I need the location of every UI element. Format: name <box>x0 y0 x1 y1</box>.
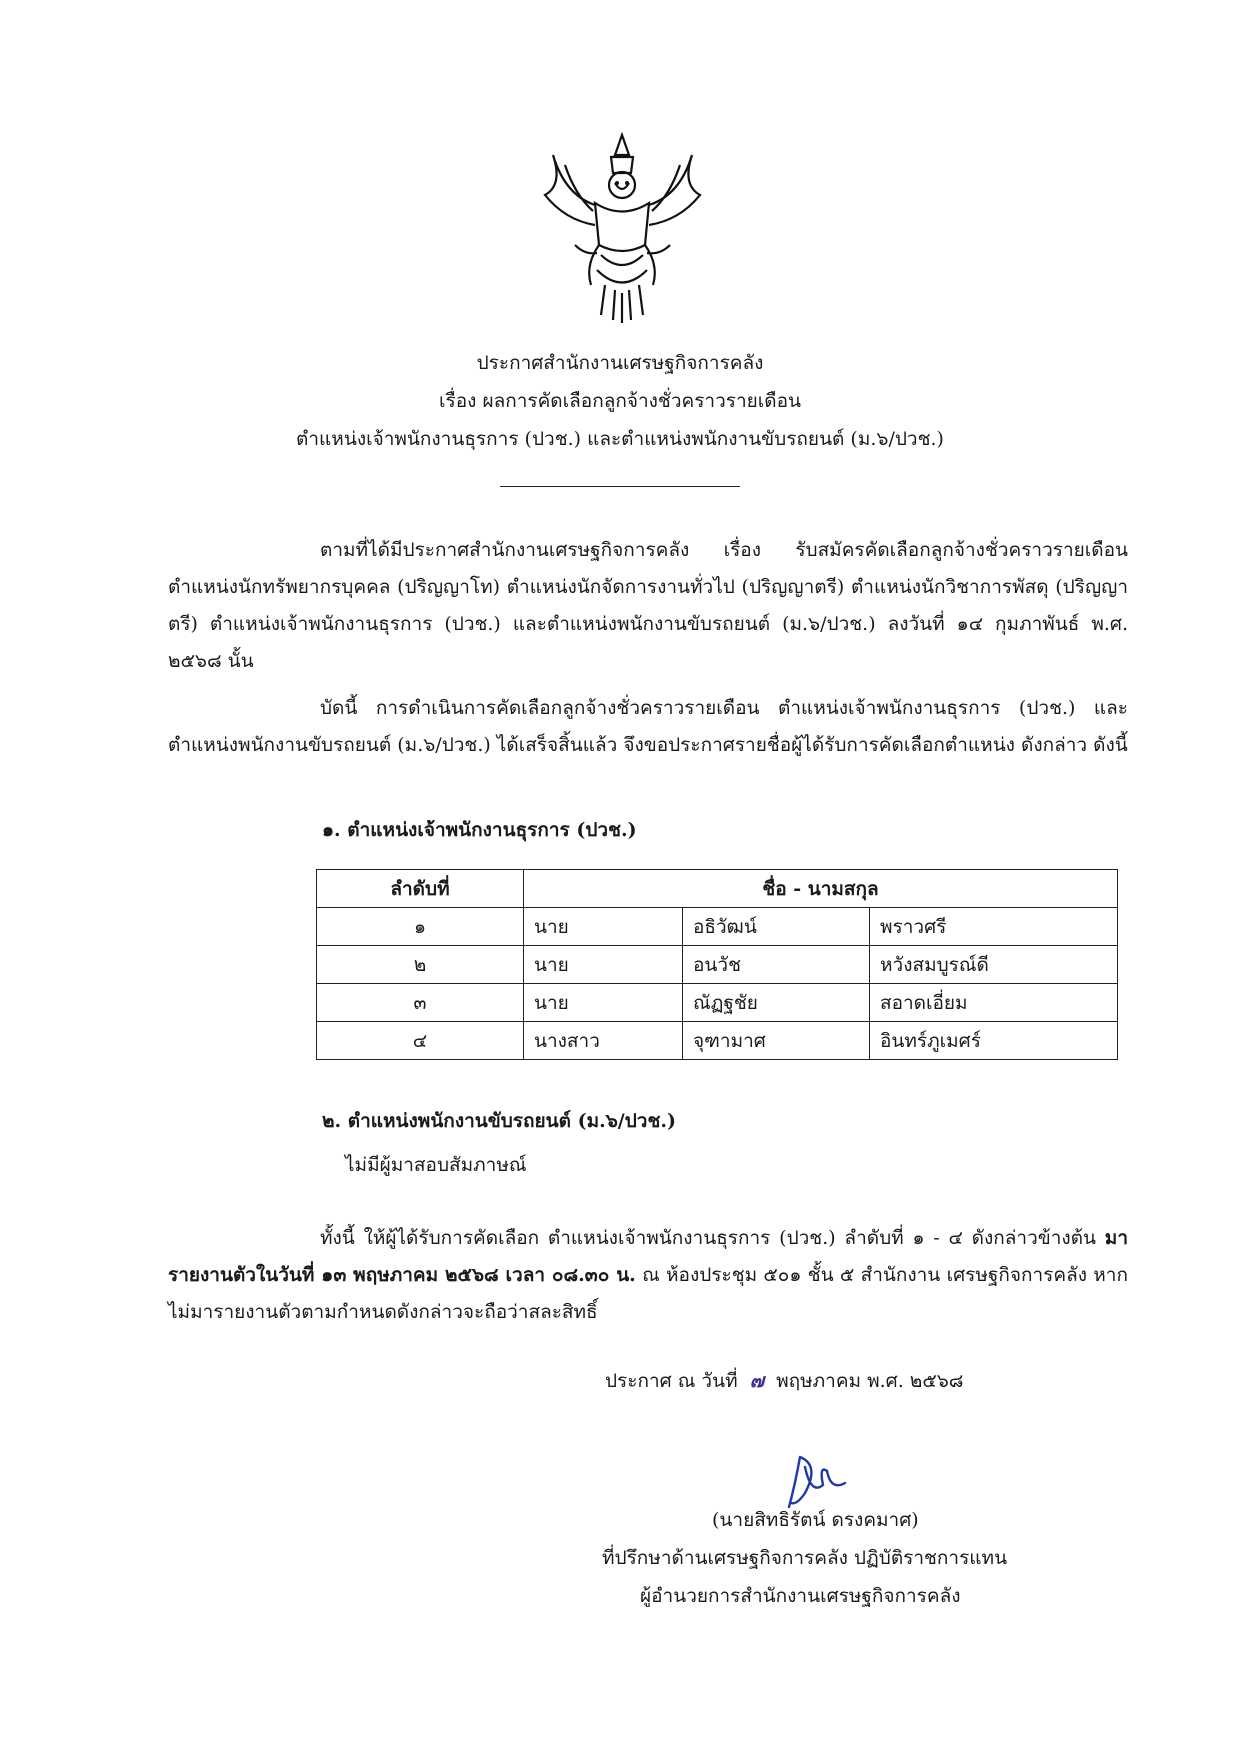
section-2-heading: ๒. ตำแหน่งพนักงานขับรถยนต์ (ม.๖/ปวช.) <box>322 1110 676 1132</box>
table-row <box>317 908 1118 946</box>
row-title: นางสาว <box>524 1022 683 1060</box>
row-number: ๒ <box>317 946 524 984</box>
column-header-order: ลำดับที่ <box>317 870 524 908</box>
row-number: ๓ <box>317 984 524 1022</box>
row-title: นาย <box>524 984 683 1022</box>
garuda-emblem <box>535 125 710 325</box>
announce-date-suffix: พฤษภาคม พ.ศ. ๒๕๖๘ <box>776 1370 964 1392</box>
row-last-name: พราวศรี <box>870 908 1118 946</box>
section-1-heading: ๑. ตำแหน่งเจ้าพนักงานธุรการ (ปวช.) <box>322 819 637 841</box>
announce-date <box>605 1366 963 1396</box>
row-first-name: จุฑามาศ <box>683 1022 870 1060</box>
report-date-time: มารายงานตัวในวันที่ ๑๓ พฤษภาคม ๒๕๖๘ เวลา ๐๘.๓๐ น. <box>168 1227 1128 1286</box>
selected-candidates-table <box>316 869 1118 1060</box>
column-header-name: ชื่อ - นามสกุล <box>524 870 1118 908</box>
announce-day: ๗ <box>749 1370 764 1392</box>
paragraph-background: ตามที่ได้มีประกาศสำนักงานเศรษฐกิจการคลัง เรื่อง รับสมัครคัดเลือกลูกจ้างชั่วคราวรายเดือน ตำแหน่งนักทรัพยากรบุคคล (ปริญญาโท) ตำแหน่งนักจัดการงานทั่วไป (ปริญญาตรี) ตำแหน่งนักวิชาการพัสดุ (ปริญญาตรี) ตำแหน่งเจ้าพนักงานธุรการ (ปวช.) และตำแหน่งพนักงานขับรถยนต์ (ม.๖/ปวช.) ลงวันที่ ๑๔ กุมภาพันธ์ พ.ศ. ๒๕๖๘ นั้น <box>168 539 1128 672</box>
announcement-title: ประกาศสำนักงานเศรษฐกิจการคลัง <box>476 352 764 374</box>
section-2-text: ไม่มีผู้มาสอบสัมภาษณ์ <box>345 1154 527 1176</box>
paragraph-report-instructions <box>168 1220 1128 1331</box>
report-instructions-end: ณ ห้องประชุม ๕๐๑ ชั้น ๕ สำนักงาน เศรษฐกิจการคลัง หากไม่มารายงานตัวตามกำหนดดังกล่าวจะถือว่าสละสิทธิ์ <box>168 1264 1128 1323</box>
row-last-name: หวังสมบูรณ์ดี <box>870 946 1118 984</box>
table-row <box>317 984 1118 1022</box>
row-number: ๑ <box>317 908 524 946</box>
row-last-name: อินทร์ภูเมศร์ <box>870 1022 1118 1060</box>
table-row <box>317 946 1118 984</box>
row-last-name: สอาดเอี่ยม <box>870 984 1118 1022</box>
row-first-name: อนวัช <box>683 946 870 984</box>
row-title: นาย <box>524 908 683 946</box>
signer-position-line-1: ที่ปรึกษาด้านเศรษฐกิจการคลัง ปฏิบัติราชการแทน <box>602 1547 1008 1569</box>
signer-name: (นายสิทธิรัตน์ ดรงคมาศ) <box>712 1509 919 1531</box>
announcement-positions: ตำแหน่งเจ้าพนักงานธุรการ (ปวช.) และตำแหน่งพนักงานขับรถยนต์ (ม.๖/ปวช.) <box>296 428 944 450</box>
row-title: นาย <box>524 946 683 984</box>
table-header-row <box>317 870 1118 908</box>
paragraph-announcement: บัดนี้ การดำเนินการคัดเลือกลูกจ้างชั่วคราวรายเดือน ตำแหน่งเจ้าพนักงานธุรการ (ปวช.) และตำแหน่งพนักงานขับรถยนต์ (ม.๖/ปวช.) ได้เสร็จสิ้นแล้ว จึงขอประกาศรายชื่อผู้ได้รับการคัดเลือกตำแหน่ง ดังกล่าว ดังนี้ <box>168 697 1128 756</box>
row-first-name: อธิวัฒน์ <box>683 908 870 946</box>
announcement-subject: เรื่อง ผลการคัดเลือกลูกจ้างชั่วคราวรายเดือน <box>439 390 801 412</box>
title-divider <box>500 486 740 487</box>
row-number: ๔ <box>317 1022 524 1060</box>
row-first-name: ณัฏฐชัย <box>683 984 870 1022</box>
signer-position-line-2: ผู้อำนวยการสำนักงานเศรษฐกิจการคลัง <box>640 1585 961 1607</box>
announce-date-prefix: ประกาศ ณ วันที่ <box>605 1370 738 1392</box>
table-row <box>317 1022 1118 1060</box>
report-instructions-start: ทั้งนี้ ให้ผู้ได้รับการคัดเลือก ตำแหน่งเจ้าพนักงานธุรการ (ปวช.) ลำดับที่ ๑ - ๔ ดังกล่าวข้างต้น <box>320 1227 1097 1249</box>
